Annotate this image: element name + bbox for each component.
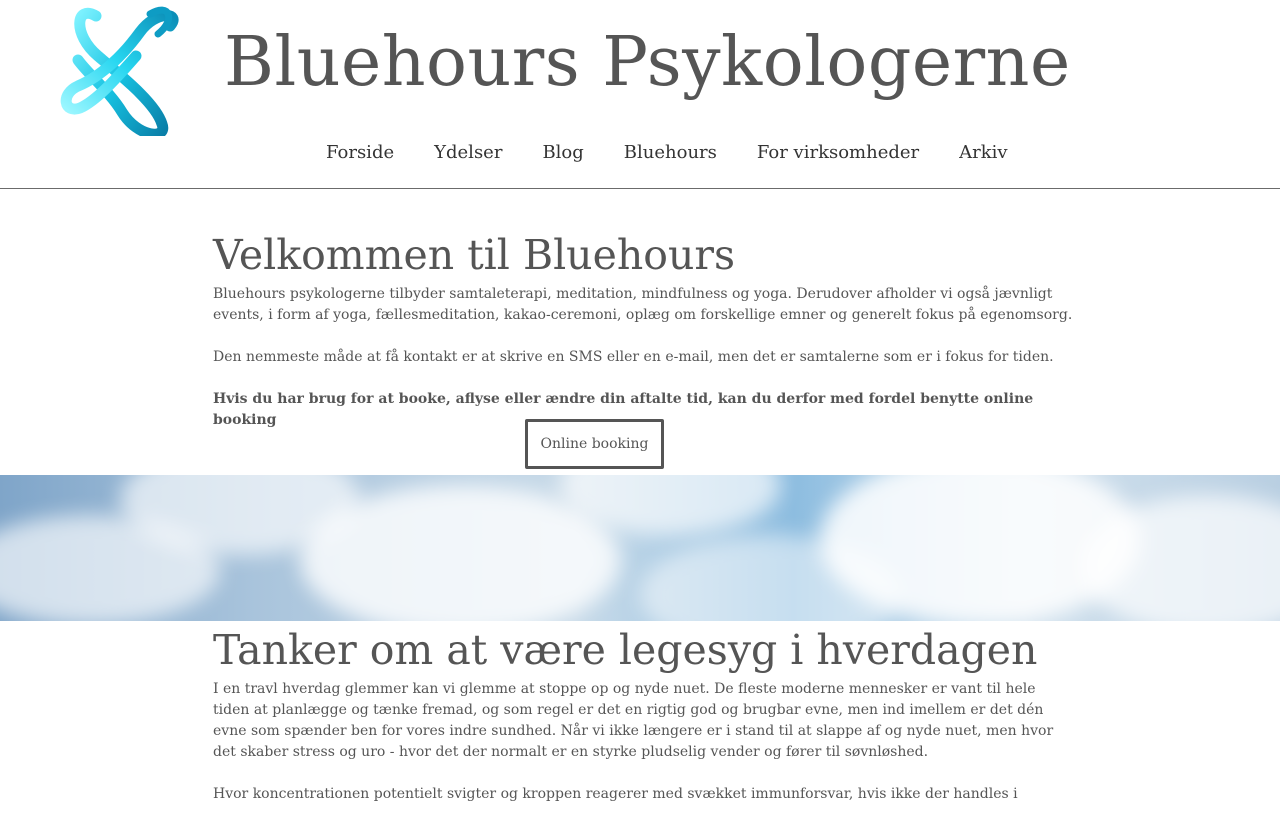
blog-post-title[interactable]: Tanker om at være legesyg i hverdagen (213, 626, 1038, 674)
welcome-section (213, 226, 1073, 439)
welcome-heading: Velkommen til Bluehours (213, 231, 735, 279)
welcome-contact-text: Den nemmeste måde at få kontakt er at skrive en SMS eller en e-mail, men det er samtalerne som er i fokus for tiden. (213, 349, 1054, 365)
nav-item-for-virksomheder[interactable]: For virksomheder (756, 141, 920, 163)
nav-item-bluehours[interactable]: Bluehours (623, 141, 717, 163)
site-title[interactable]: Bluehours Psykologerne (224, 23, 1071, 102)
nav-item-ydelser[interactable]: Ydelser (434, 141, 503, 163)
main-navigation (306, 138, 1028, 166)
booking-button-wrapper (525, 419, 664, 469)
online-booking-button[interactable]: Online booking (525, 419, 664, 469)
site-header (0, 0, 1280, 189)
nav-item-forside[interactable]: Forside (326, 141, 395, 163)
nav-item-arkiv[interactable]: Arkiv (959, 141, 1008, 163)
blog-post-paragraph: Hvor koncentrationen potentielt svigter og kroppen reagerer med svækket immunforsvar, hvis ikke der handles i (213, 786, 1018, 802)
infinity-ribbon-logo[interactable] (58, 4, 186, 136)
blog-post-section (213, 621, 1073, 826)
blog-post-paragraph: I en travl hverdag glemmer kan vi glemme at stoppe op og nyde nuet. De fleste moderne mennesker er vant til hele tiden at planlægge og tænke fremad, og som regel er det en rigtig god og brugbar evne, men ind imellem er det dén evne som spænder ben for vores indre sundhed. Når vi ikke længere er i stand til at slappe af og nyde nuet, men hvor det skaber stress og uro - hvor det der normalt er en styrke pludselig vender og fører til søvnløshed. (213, 681, 1054, 760)
nav-item-blog[interactable]: Blog (542, 141, 584, 163)
welcome-booking-text: Hvis du har brug for at booke, aflyse eller ændre din aftalte tid, kan du derfor med fordel benytte online booking (213, 391, 1034, 428)
welcome-intro-text: Bluehours psykologerne tilbyder samtaleterapi, meditation, mindfulness og yoga. Derudover afholder vi også jævnligt events, i form af yoga, fællesmeditation, kakao-ceremoni, oplæg om forskellige emner og generelt fokus på egenomsorg. (213, 286, 1073, 323)
sky-banner-image (0, 475, 1280, 621)
